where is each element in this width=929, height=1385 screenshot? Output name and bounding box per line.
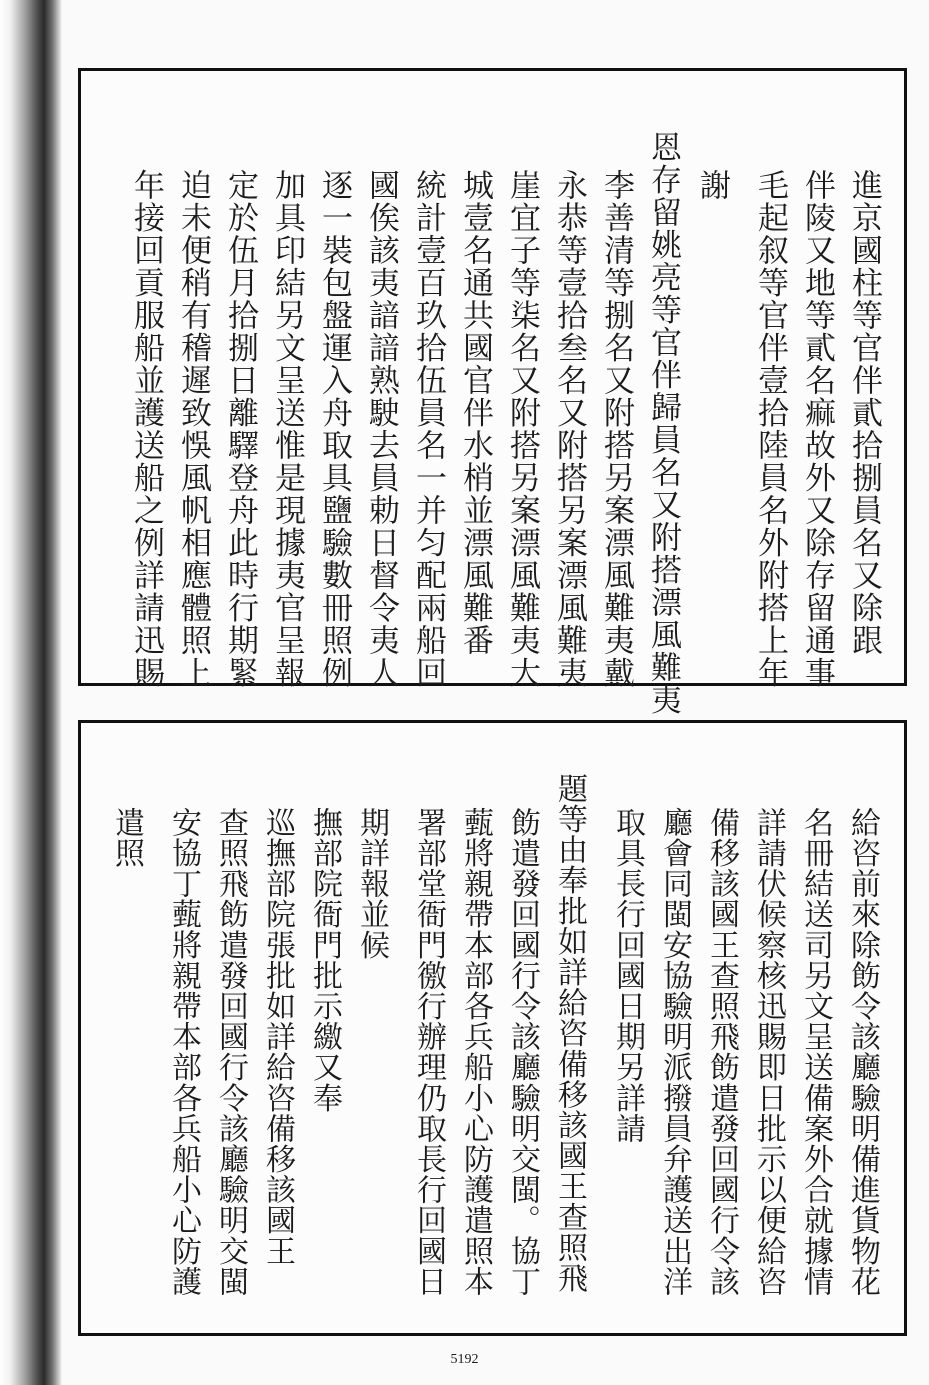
page-number: 5192	[450, 1352, 479, 1367]
text-column: 定於伍月拾捌日離驛登舟此時行期緊	[222, 169, 258, 689]
text-column: 永恭等壹拾叁名又附搭另案漂風難夷	[551, 169, 587, 689]
text-column: 遣照	[109, 807, 144, 869]
text-column: 李善清等捌名又附搭另案漂風難夷戴	[598, 169, 634, 689]
upper-text-panel	[78, 68, 907, 716]
text-column: 逐一裝包盤運入舟取具鹽驗數冊照例	[316, 169, 352, 689]
text-column: 薽將親帶本部各兵船小心防護遣照本	[458, 807, 493, 1297]
text-column: 加具印結另文呈送惟是現據夷官呈報	[269, 169, 305, 689]
text-column: 年接回貢服船並護送船之例詳請迅賜	[128, 169, 164, 689]
text-column: 國俟該夷諳諳熟駛去員勅日督令夷人	[363, 169, 399, 689]
text-column: 伴陵又地等貳名痲故外又除存留通事	[799, 169, 835, 689]
text-column: 署部堂衙門徼行辦理仍取長行回國日	[411, 807, 446, 1297]
book-gutter-shadow	[0, 0, 62, 1385]
text-column: 題等由奉批如詳給咨備移該國王查照飛	[552, 773, 587, 1294]
text-column: 名冊結送司另文呈送備案外合就據情	[798, 807, 833, 1297]
text-column: 飭遣發回國行令該廳驗明交閩。協丁	[505, 807, 540, 1297]
text-column: 統計壹百玖拾伍員名一并匀配兩船回	[410, 169, 446, 689]
text-column: 給咨前來除飭令該廳驗明備進貨物花	[845, 807, 880, 1297]
text-column: 毛起叙等官伴壹拾陸員名外附搭上年	[752, 169, 788, 689]
text-column: 恩存留姚亮等官伴歸員名又附搭漂風難夷	[645, 131, 681, 716]
text-column: 詳請伏候察核迅賜即日批示以便給咨	[751, 807, 786, 1297]
text-column: 謝	[694, 169, 730, 202]
text-column: 取具長行回國日期另詳請	[610, 807, 645, 1144]
text-column: 期詳報並候	[354, 807, 389, 960]
text-column: 撫部院衙門批示繳又奉	[307, 807, 342, 1113]
text-column: 城壹名通共國官伴水梢並漂風難番	[457, 169, 493, 657]
text-column: 備移該國王查照飛飭遣發回國行令該	[704, 807, 739, 1297]
text-column: 查照飛飭遣發回國行令該廳驗明交閩	[213, 807, 248, 1297]
text-column: 迫未便稍有稽遲致悞風帆相應體照上	[175, 169, 211, 689]
text-column: 巡撫部院張批如詳給咨備移該國王	[260, 807, 295, 1266]
text-column: 進京國柱等官伴貳拾捌員名又除跟	[846, 169, 882, 657]
text-column: 安協丁薽將親帶本部各兵船小心防護	[166, 807, 201, 1297]
text-column: 崖宜子等柒名又附搭另案漂風難夷大	[504, 169, 540, 689]
text-column: 廳會同閩安協驗明派撥員弁護送出洋	[657, 807, 692, 1297]
lower-text-panel	[78, 720, 907, 1336]
